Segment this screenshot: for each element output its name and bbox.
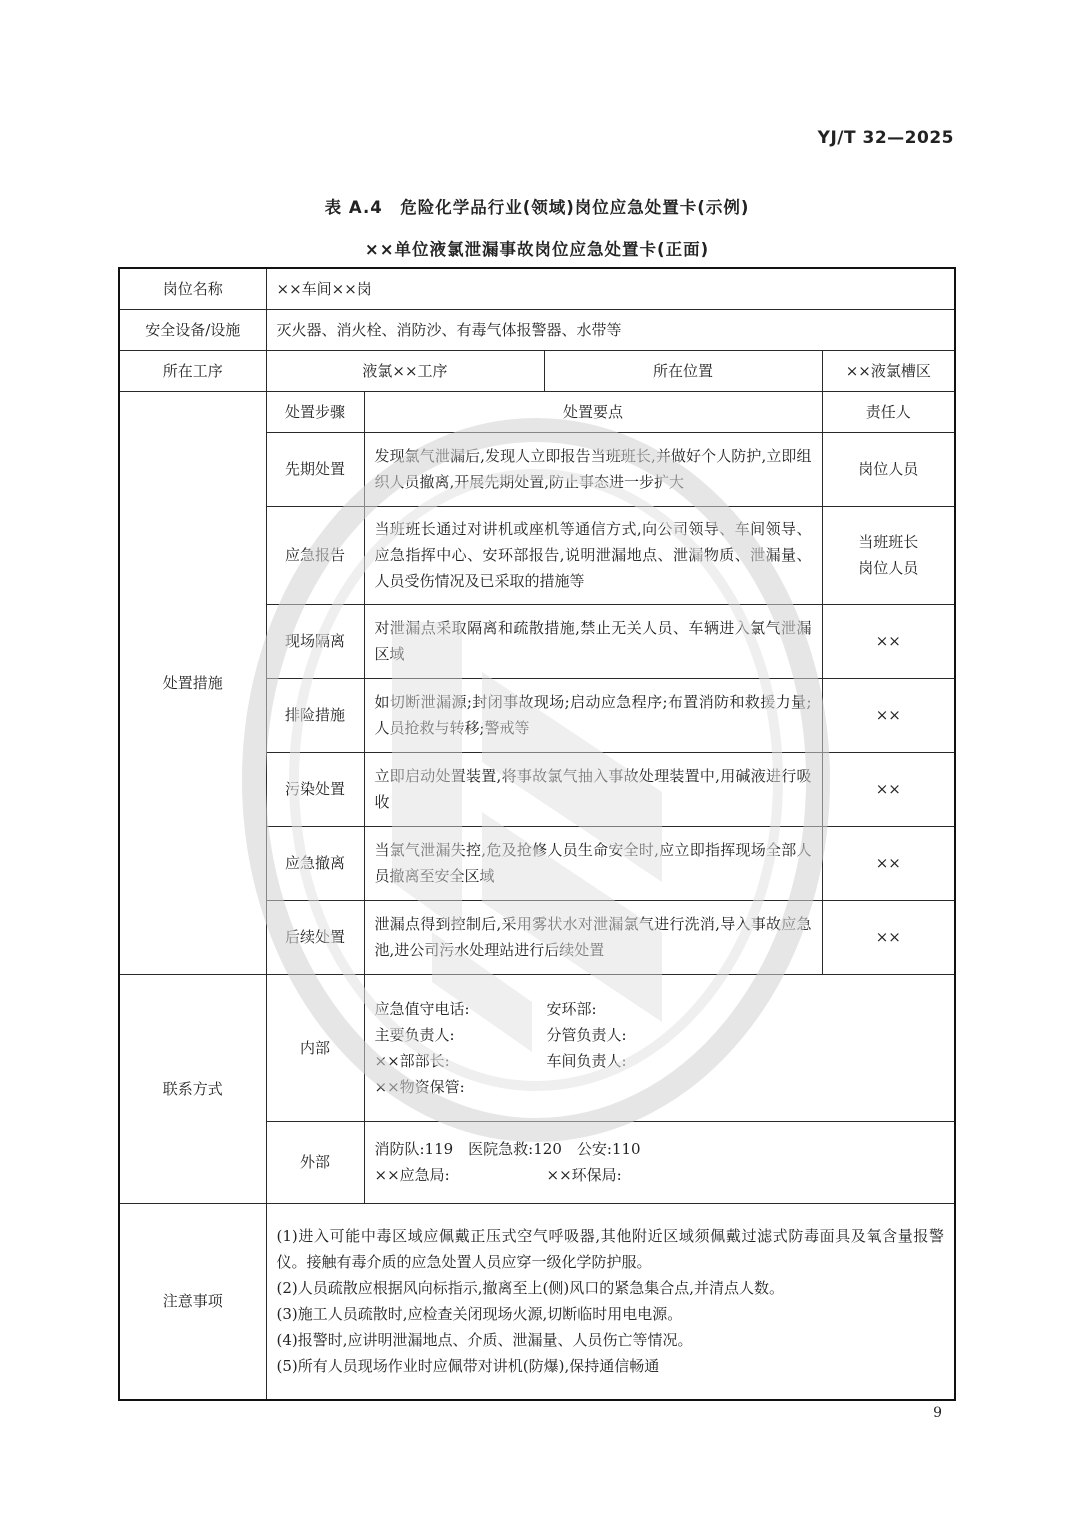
contact-external-item: ××应急局: (374, 1166, 450, 1184)
standard-number: YJ/T 32—2025 (817, 128, 954, 148)
contact-internal-label: 内部 (266, 974, 364, 1121)
equipment-label: 安全设备/设施 (119, 309, 266, 350)
measure-owner: ×× (822, 752, 955, 826)
measures-header-row (119, 391, 955, 432)
measure-owner: ×× (822, 900, 955, 974)
emergency-card-table (118, 267, 956, 1401)
measure-points: 对泄漏点采取隔离和疏散措施,禁止无关人员、车辆进入氯气泄漏区域 (364, 604, 822, 678)
contact-internal-item: ××部部长: (374, 1051, 450, 1070)
measure-owner: ×× (822, 826, 955, 900)
contact-internal-item: 应急值守电话: (374, 999, 470, 1018)
location-value: ××液氯槽区 (822, 350, 955, 391)
measure-step: 应急报告 (266, 506, 364, 604)
measure-points: 如切断泄漏源;封闭事故现场;启动应急程序;布置消防和救援力量;人员抢救与转移;警戒等 (364, 678, 822, 752)
measure-step: 现场隔离 (266, 604, 364, 678)
note-item: (5)所有人员现场作业时应佩带对讲机(防爆),保持通信畅通 (276, 1357, 660, 1376)
location-label: 所在位置 (544, 350, 822, 391)
contact-internal-item: 安环部: (546, 999, 597, 1018)
measure-points: 发现氯气泄漏后,发现人立即报告当班班长,并做好个人防护,立即组织人员撤离,开展先期处置,防止事态进一步扩大 (364, 432, 822, 506)
contact-internal-item: ××物资保管: (374, 1077, 465, 1096)
contact-external-label: 外部 (266, 1121, 364, 1203)
contact-external-list (364, 1121, 955, 1203)
note-item: (1)进入可能中毒区域应佩戴正压式空气呼吸器,其他附近区域须佩戴过滤式防毒面具及氧含量报警仪。接触有毒介质的应急处置人员应穿一级化学防护服。 (276, 1227, 945, 1272)
contact-label: 联系方式 (119, 974, 266, 1203)
measure-points: 当氯气泄漏失控,危及抢修人员生命安全时,应立即指挥现场全部人员撤离至安全区域 (364, 826, 822, 900)
measure-owner: ×× (822, 678, 955, 752)
measure-owner-line: 岗位人员 (858, 559, 919, 577)
notes-label: 注意事项 (119, 1203, 266, 1400)
post-name-value: ××车间××岗 (266, 268, 955, 309)
note-item: (3)施工人员疏散时,应检查关闭现场火源,切断临时用电电源。 (276, 1305, 683, 1324)
contact-external-line: 消防队:119 医院急救:120 公安:110 (374, 1140, 641, 1158)
measure-owner (822, 506, 955, 604)
measure-owner-line: 当班班长 (858, 533, 919, 551)
measure-owner: ×× (822, 604, 955, 678)
contact-external-item: ××环保局: (546, 1166, 622, 1184)
contact-internal-item: 车间负责人: (546, 1051, 627, 1070)
equipment-value: 灭火器、消火栓、消防沙、有毒气体报警器、水带等 (266, 309, 955, 350)
table-title: 表 A.4 危险化学品行业(领域)岗位应急处置卡(示例) (324, 198, 750, 217)
measure-step: 应急撤离 (266, 826, 364, 900)
measure-step: 后续处置 (266, 900, 364, 974)
card-title: ××单位液氯泄漏事故岗位应急处置卡(正面) (364, 240, 710, 259)
note-item: (4)报警时,应讲明泄漏地点、介质、泄漏量、人员伤亡等情况。 (276, 1331, 693, 1350)
measures-head-points: 处置要点 (364, 391, 822, 432)
page-number: 9 (933, 1405, 942, 1421)
row-post-name (119, 268, 955, 309)
process-label: 所在工序 (119, 350, 266, 391)
measure-points: 当班班长通过对讲机或座机等通信方式,向公司领导、车间领导、应急指挥中心、安环部报告,说明泄漏地点、泄漏物质、泄漏量、人员受伤情况及已采取的措施等 (364, 506, 822, 604)
measure-step: 排险措施 (266, 678, 364, 752)
row-process (119, 350, 955, 391)
contact-internal-list (364, 974, 955, 1121)
notes-list (266, 1203, 955, 1400)
measures-head-owner: 责任人 (822, 391, 955, 432)
note-item: (2)人员疏散应根据风向标指示,撤离至上(侧)风口的紧急集合点,并清点人数。 (276, 1279, 784, 1298)
post-name-label: 岗位名称 (119, 268, 266, 309)
measures-head-step: 处置步骤 (266, 391, 364, 432)
contact-internal-item: 主要负责人: (374, 1025, 455, 1044)
process-value: 液氯××工序 (266, 350, 544, 391)
contact-internal-row (119, 974, 955, 1121)
measure-points: 立即启动处置装置,将事故氯气抽入事故处理装置中,用碱液进行吸收 (364, 752, 822, 826)
measures-label: 处置措施 (119, 391, 266, 974)
measure-step: 先期处置 (266, 432, 364, 506)
measure-points: 泄漏点得到控制后,采用雾状水对泄漏氯气进行洗消,导入事故应急池,进公司污水处理站进行后续处置 (364, 900, 822, 974)
contact-internal-item (547, 1074, 747, 1100)
measure-owner: 岗位人员 (822, 432, 955, 506)
contact-internal-item: 分管负责人: (546, 1025, 627, 1044)
measure-step: 污染处置 (266, 752, 364, 826)
notes-row (119, 1203, 955, 1400)
row-equipment (119, 309, 955, 350)
